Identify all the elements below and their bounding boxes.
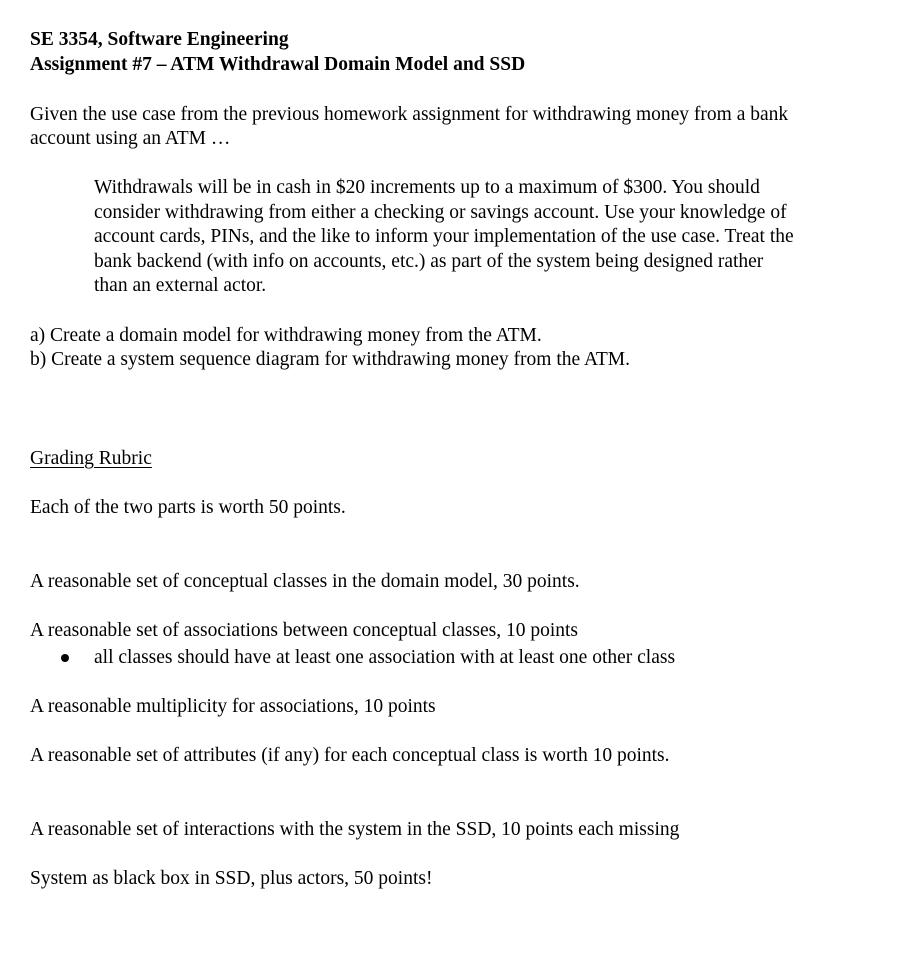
rubric-associations: A reasonable set of associations between conceptual classes, 10 points	[30, 620, 579, 641]
rubric-attributes: A reasonable set of attributes (if any) for each conceptual class is worth 10 points.	[30, 745, 670, 766]
rubric-parts-worth: Each of the two parts is worth 50 points.	[30, 497, 346, 518]
bullet-icon	[61, 654, 69, 662]
rubric-associations-bullet: all classes should have at least one association with at least one other class	[94, 647, 676, 668]
task-b: b) Create a system sequence diagram for withdrawing money from the ATM.	[30, 349, 630, 370]
rubric-black-box: System as black box in SSD, plus actors, 50 points!	[30, 868, 433, 889]
intro-line-1: Given the use case from the previous homework assignment for withdrawing money from a bank	[30, 104, 789, 125]
rubric-heading: Grading Rubric	[30, 448, 152, 469]
use-case-line-4: bank backend (with info on accounts, etc.) as part of the system being designed rather	[94, 251, 764, 272]
use-case-line-5: than an external actor.	[94, 275, 267, 296]
use-case-line-2: consider withdrawing from either a checking or savings account. Use your knowledge of	[94, 202, 787, 223]
rubric-multiplicity: A reasonable multiplicity for associations, 10 points	[30, 696, 436, 717]
assignment-title: Assignment #7 – ATM Withdrawal Domain Model and SSD	[30, 54, 526, 75]
rubric-interactions: A reasonable set of interactions with the system in the SSD, 10 points each missing	[30, 819, 680, 840]
intro-line-2: account using an ATM …	[30, 128, 231, 149]
rubric-classes: A reasonable set of conceptual classes in the domain model, 30 points.	[30, 571, 580, 592]
use-case-line-1: Withdrawals will be in cash in $20 increments up to a maximum of $300. You should	[94, 177, 760, 198]
task-a: a) Create a domain model for withdrawing money from the ATM.	[30, 325, 542, 346]
use-case-line-3: account cards, PINs, and the like to inform your implementation of the use case. Treat the	[94, 226, 794, 247]
course-title: SE 3354, Software Engineering	[30, 29, 289, 50]
